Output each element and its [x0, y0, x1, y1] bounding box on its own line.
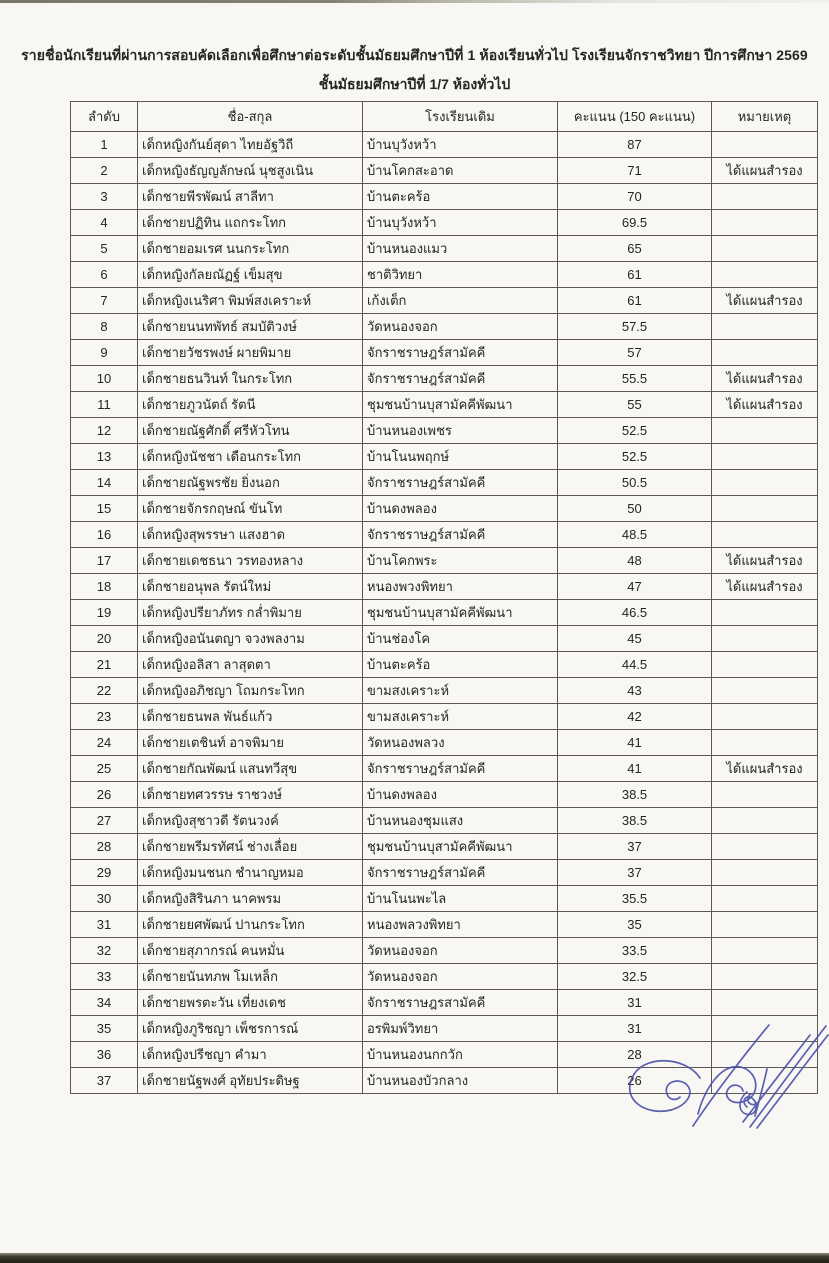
document-subtitle: ชั้นมัธยมศึกษาปีที่ 1/7 ห้องทั่วไป — [318, 76, 511, 92]
cell-school: บ้านบุวังหว้า — [363, 132, 558, 158]
table-row — [71, 392, 818, 418]
cell-score: 46.5 — [558, 600, 712, 626]
cell-score: 43 — [558, 678, 712, 704]
cell-score: 33.5 — [558, 938, 712, 964]
cell-no: 8 — [71, 314, 138, 340]
cell-no: 29 — [71, 860, 138, 886]
cell-school: วัดหนองจอก — [363, 314, 558, 340]
table-row — [71, 444, 818, 470]
cell-score: 71 — [558, 158, 712, 184]
table-row — [71, 652, 818, 678]
cell-score: 61 — [558, 262, 712, 288]
cell-school: ชุมชนบ้านบุสามัคคีพัฒนา — [363, 392, 558, 418]
column-header-1: ชื่อ-สกุล — [138, 102, 363, 132]
cell-school: บ้านโคกสะอาด — [363, 158, 558, 184]
cell-school: บ้านหนองแมว — [363, 236, 558, 262]
cell-school: บ้านหนองชุมแสง — [363, 808, 558, 834]
cell-name: เด็กชายนัฐพงศ์ อุทัยประดิษฐ — [138, 1068, 363, 1094]
cell-no: 14 — [71, 470, 138, 496]
cell-school: จักราชราษฎร์สามัคคี — [363, 756, 558, 782]
cell-school: เก้งเต็ก — [363, 288, 558, 314]
cell-score: 31 — [558, 1016, 712, 1042]
cell-name: เด็กชายพรีมรทัศน์ ช่างเลื่อย — [138, 834, 363, 860]
cell-remark — [712, 964, 818, 990]
column-header-2: โรงเรียนเดิม — [363, 102, 558, 132]
cell-remark — [712, 236, 818, 262]
cell-score: 38.5 — [558, 782, 712, 808]
table-row — [71, 314, 818, 340]
cell-no: 18 — [71, 574, 138, 600]
cell-name: เด็กชายเตชินท์ อาจพิมาย — [138, 730, 363, 756]
cell-school: หนองพวงพิทยา — [363, 574, 558, 600]
cell-score: 50 — [558, 496, 712, 522]
cell-no: 34 — [71, 990, 138, 1016]
cell-remark — [712, 730, 818, 756]
table-row — [71, 210, 818, 236]
cell-name: เด็กชายวัชรพงษ์ ผายพิมาย — [138, 340, 363, 366]
cell-school: ชาติวิทยา — [363, 262, 558, 288]
cell-score: 47 — [558, 574, 712, 600]
table-row — [71, 808, 818, 834]
cell-score: 37 — [558, 834, 712, 860]
cell-school: บ้านโนนพะไล — [363, 886, 558, 912]
cell-name: เด็กชายกัณพัฒน์ แสนทวีสุข — [138, 756, 363, 782]
cell-no: 32 — [71, 938, 138, 964]
table-row — [71, 600, 818, 626]
cell-remark: ได้แผนสำรอง — [712, 548, 818, 574]
table-row — [71, 938, 818, 964]
cell-name: เด็กหญิงอนันตญา จวงพลงาม — [138, 626, 363, 652]
cell-no: 4 — [71, 210, 138, 236]
cell-no: 21 — [71, 652, 138, 678]
table-row — [71, 990, 818, 1016]
cell-no: 16 — [71, 522, 138, 548]
cell-school: จักราชราษฎร์สามัคคี — [363, 522, 558, 548]
cell-name: เด็กหญิงปรีชญา คำมา — [138, 1042, 363, 1068]
cell-no: 17 — [71, 548, 138, 574]
cell-name: เด็กชายพรตะวัน เที่ยงเดช — [138, 990, 363, 1016]
document-title: รายชื่อนักเรียนที่ผ่านการสอบคัดเลือกเพื่อศึกษาต่อระดับชั้นมัธยมศึกษาปีที่ 1 ห้องเรียนทั่วไป โรงเรียนจักราชวิทยา ปีการศึกษา 2569 — [21, 47, 808, 63]
cell-no: 7 — [71, 288, 138, 314]
table-row — [71, 704, 818, 730]
cell-score: 57.5 — [558, 314, 712, 340]
cell-name: เด็กหญิงมนชนก ชำนาญหมอ — [138, 860, 363, 886]
cell-school: วัดหนองจอก — [363, 964, 558, 990]
cell-school: จักราชราษฎร์สามัคคี — [363, 860, 558, 886]
cell-score: 35.5 — [558, 886, 712, 912]
cell-name: เด็กหญิงสิรินภา นาคพรม — [138, 886, 363, 912]
cell-school: ชุมชนบ้านบุสามัคคีพัฒนา — [363, 600, 558, 626]
cell-school: จักราชราษฎร์สามัคคี — [363, 470, 558, 496]
cell-school: บ้านช่องโค — [363, 626, 558, 652]
table-row — [71, 1068, 818, 1094]
cell-score: 37 — [558, 860, 712, 886]
cell-no: 3 — [71, 184, 138, 210]
cell-remark — [712, 600, 818, 626]
table-row — [71, 366, 818, 392]
cell-remark — [712, 652, 818, 678]
table-row — [71, 782, 818, 808]
cell-no: 13 — [71, 444, 138, 470]
cell-score: 35 — [558, 912, 712, 938]
cell-remark — [712, 990, 818, 1016]
cell-remark — [712, 262, 818, 288]
cell-remark — [712, 626, 818, 652]
table-row — [71, 626, 818, 652]
cell-no: 23 — [71, 704, 138, 730]
cell-no: 25 — [71, 756, 138, 782]
cell-school: บ้านหนองบัวกลาง — [363, 1068, 558, 1094]
cell-remark: ได้แผนสำรอง — [712, 158, 818, 184]
cell-score: 57 — [558, 340, 712, 366]
cell-school: บ้านตะคร้อ — [363, 184, 558, 210]
cell-school: บ้านตะคร้อ — [363, 652, 558, 678]
cell-score: 69.5 — [558, 210, 712, 236]
cell-no: 5 — [71, 236, 138, 262]
cell-no: 12 — [71, 418, 138, 444]
cell-remark: ได้แผนสำรอง — [712, 756, 818, 782]
cell-name: เด็กชายพีรพัฒน์ สาลีทา — [138, 184, 363, 210]
table-row — [71, 964, 818, 990]
cell-school: จักราชราษฎร์สามัคคี — [363, 366, 558, 392]
cell-name: เด็กชายอนุพล รัตน์ใหม่ — [138, 574, 363, 600]
cell-no: 19 — [71, 600, 138, 626]
cell-name: เด็กหญิงนัชชา เดือนกระโทก — [138, 444, 363, 470]
table-row — [71, 418, 818, 444]
cell-remark — [712, 678, 818, 704]
cell-remark — [712, 418, 818, 444]
table-row — [71, 730, 818, 756]
cell-school: บ้านบุวังหว้า — [363, 210, 558, 236]
cell-remark — [712, 860, 818, 886]
cell-score: 50.5 — [558, 470, 712, 496]
cell-name: เด็กหญิงกันย์สุดา ไทยอัฐวิถี — [138, 132, 363, 158]
table-row — [71, 886, 818, 912]
cell-school: ขามสงเคราะห์ — [363, 704, 558, 730]
cell-remark: ได้แผนสำรอง — [712, 288, 818, 314]
cell-no: 30 — [71, 886, 138, 912]
cell-name: เด็กหญิงธัญญลักษณ์ นุชสูงเนิน — [138, 158, 363, 184]
cell-name: เด็กหญิงอลิสา ลาสุดตา — [138, 652, 363, 678]
cell-remark — [712, 496, 818, 522]
cell-name: เด็กชายภูวนัตถ์ รัตนี — [138, 392, 363, 418]
table-row — [71, 262, 818, 288]
table-head — [71, 102, 818, 132]
table-body — [71, 132, 818, 1094]
column-header-4: หมายเหตุ — [712, 102, 818, 132]
table-row — [71, 340, 818, 366]
column-header-0: ลำดับ — [71, 102, 138, 132]
cell-school: ชุมชนบ้านบุสามัคคีพัฒนา — [363, 834, 558, 860]
cell-remark — [712, 340, 818, 366]
cell-remark — [712, 808, 818, 834]
cell-score: 42 — [558, 704, 712, 730]
table-row — [71, 574, 818, 600]
table-row — [71, 236, 818, 262]
cell-remark — [712, 210, 818, 236]
table-header-row — [71, 102, 818, 132]
column-header-3: คะแนน (150 คะแนน) — [558, 102, 712, 132]
cell-name: เด็กชายเดชธนา วรทองหลาง — [138, 548, 363, 574]
table-row — [71, 1016, 818, 1042]
cell-remark — [712, 132, 818, 158]
cell-remark — [712, 834, 818, 860]
cell-remark: ได้แผนสำรอง — [712, 574, 818, 600]
cell-no: 9 — [71, 340, 138, 366]
cell-no: 33 — [71, 964, 138, 990]
cell-remark — [712, 444, 818, 470]
cell-remark — [712, 886, 818, 912]
cell-no: 24 — [71, 730, 138, 756]
table-row — [71, 678, 818, 704]
table-row — [71, 158, 818, 184]
cell-name: เด็กชายนันทภพ โมเหล็ก — [138, 964, 363, 990]
cell-remark: ได้แผนสำรอง — [712, 392, 818, 418]
cell-no: 11 — [71, 392, 138, 418]
cell-name: เด็กชายธนวินท์ ในกระโทก — [138, 366, 363, 392]
cell-remark — [712, 314, 818, 340]
cell-name: เด็กหญิงกัลยณัฏฐ์ เข็มสุข — [138, 262, 363, 288]
cell-name: เด็กหญิงปรียาภัทร กล่ำพิมาย — [138, 600, 363, 626]
cell-remark — [712, 704, 818, 730]
cell-name: เด็กหญิงภูริชญา เพ็ชรการณ์ — [138, 1016, 363, 1042]
table-row — [71, 522, 818, 548]
table-row — [71, 132, 818, 158]
table-row — [71, 860, 818, 886]
table-row — [71, 184, 818, 210]
cell-score: 41 — [558, 756, 712, 782]
cell-school: บ้านหนองนกกวัก — [363, 1042, 558, 1068]
cell-name: เด็กหญิงสุชาวดี รัตนวงค์ — [138, 808, 363, 834]
cell-name: เด็กชายธนพล พันธ์แก้ว — [138, 704, 363, 730]
cell-score: 52.5 — [558, 444, 712, 470]
table-row — [71, 470, 818, 496]
cell-score: 26 — [558, 1068, 712, 1094]
table-row — [71, 1042, 818, 1068]
cell-school: วัดหนองพลวง — [363, 730, 558, 756]
cell-score: 45 — [558, 626, 712, 652]
cell-no: 27 — [71, 808, 138, 834]
cell-score: 65 — [558, 236, 712, 262]
cell-no: 35 — [71, 1016, 138, 1042]
cell-no: 20 — [71, 626, 138, 652]
cell-school: หนองพลวงพิทยา — [363, 912, 558, 938]
cell-name: เด็กชายปฏิทิน แถกระโทก — [138, 210, 363, 236]
cell-name: เด็กชายอมเรศ นนกระโทก — [138, 236, 363, 262]
cell-score: 55.5 — [558, 366, 712, 392]
cell-score: 87 — [558, 132, 712, 158]
cell-name: เด็กชายทศวรรษ ราชวงษ์ — [138, 782, 363, 808]
cell-no: 22 — [71, 678, 138, 704]
cell-remark — [712, 912, 818, 938]
table-row — [71, 756, 818, 782]
cell-school: อรพิมพ์วิทยา — [363, 1016, 558, 1042]
cell-name: เด็กชายยศพัฒน์ ปานกระโทก — [138, 912, 363, 938]
cell-no: 26 — [71, 782, 138, 808]
cell-name: เด็กชายนนทพัทธ์ สมบัติวงษ์ — [138, 314, 363, 340]
cell-name: เด็กชายณัฐพรชัย ยิ่งนอก — [138, 470, 363, 496]
cell-score: 70 — [558, 184, 712, 210]
cell-remark — [712, 470, 818, 496]
cell-score: 41 — [558, 730, 712, 756]
table-row — [71, 496, 818, 522]
cell-school: บ้านดงพลอง — [363, 496, 558, 522]
cell-remark — [712, 782, 818, 808]
cell-school: ขามสงเคราะห์ — [363, 678, 558, 704]
cell-remark — [712, 938, 818, 964]
scan-edge-bottom — [0, 1253, 829, 1263]
cell-score: 28 — [558, 1042, 712, 1068]
cell-school: จักราชราษฎร์สามัคคี — [363, 340, 558, 366]
cell-remark — [712, 184, 818, 210]
cell-name: เด็กชายณัฐศักดิ์ ศรีหัวโทน — [138, 418, 363, 444]
cell-school: บ้านโนนพฤกษ์ — [363, 444, 558, 470]
cell-remark — [712, 522, 818, 548]
cell-remark: ได้แผนสำรอง — [712, 366, 818, 392]
student-table — [70, 101, 818, 1094]
cell-no: 2 — [71, 158, 138, 184]
cell-score: 61 — [558, 288, 712, 314]
cell-no: 1 — [71, 132, 138, 158]
table-row — [71, 548, 818, 574]
cell-score: 44.5 — [558, 652, 712, 678]
cell-no: 10 — [71, 366, 138, 392]
cell-school: จักราชราษฎรสามัคคี — [363, 990, 558, 1016]
cell-no: 37 — [71, 1068, 138, 1094]
cell-score: 38.5 — [558, 808, 712, 834]
cell-name: เด็กชายสุภากรณ์ คนหมั่น — [138, 938, 363, 964]
cell-no: 36 — [71, 1042, 138, 1068]
table-row — [71, 288, 818, 314]
cell-no: 31 — [71, 912, 138, 938]
cell-school: บ้านโคกพระ — [363, 548, 558, 574]
cell-no: 6 — [71, 262, 138, 288]
cell-name: เด็กหญิงสุพรรษา แสงฮาด — [138, 522, 363, 548]
cell-remark — [712, 1016, 818, 1042]
cell-score: 48 — [558, 548, 712, 574]
cell-name: เด็กชายจักรกฤษณ์ ขันโท — [138, 496, 363, 522]
cell-score: 32.5 — [558, 964, 712, 990]
cell-no: 28 — [71, 834, 138, 860]
cell-name: เด็กหญิงเนริศา พิมพ์สงเคราะห์ — [138, 288, 363, 314]
cell-remark — [712, 1042, 818, 1068]
cell-school: บ้านหนองเพชร — [363, 418, 558, 444]
cell-remark — [712, 1068, 818, 1094]
table-row — [71, 834, 818, 860]
cell-score: 52.5 — [558, 418, 712, 444]
cell-score: 31 — [558, 990, 712, 1016]
scan-edge-top — [0, 0, 829, 3]
cell-name: เด็กหญิงอภิชญา โถมกระโทก — [138, 678, 363, 704]
cell-school: วัดหนองจอก — [363, 938, 558, 964]
cell-score: 55 — [558, 392, 712, 418]
cell-score: 48.5 — [558, 522, 712, 548]
cell-no: 15 — [71, 496, 138, 522]
cell-school: บ้านดงพลอง — [363, 782, 558, 808]
table-row — [71, 912, 818, 938]
